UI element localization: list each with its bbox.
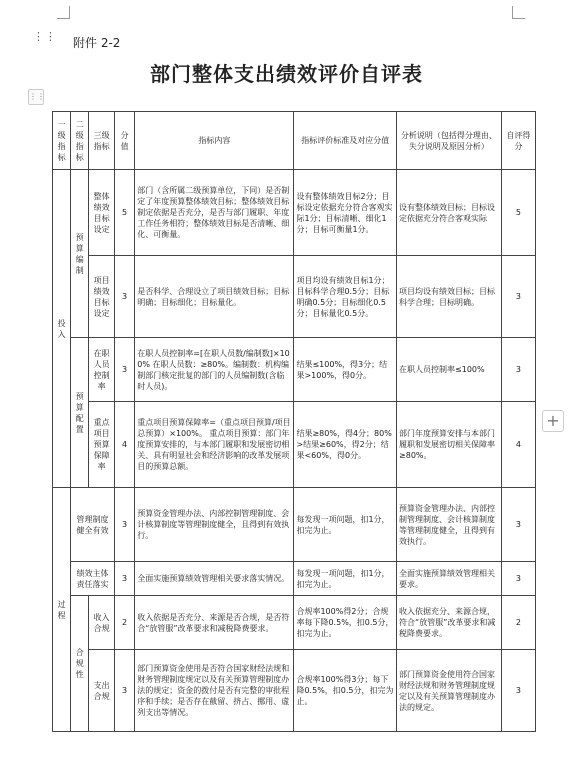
header-self-score: 自评得分 xyxy=(501,112,535,170)
attachment-label: 附件 2-2 xyxy=(73,36,121,50)
self-score-cell: 4 xyxy=(501,402,535,488)
content-cell: 是否科学、合理设立了项目绩效目标；目标明确；目标细化；目标量化。 xyxy=(135,256,294,338)
document-title: 部门整体支出绩效评价自评表 xyxy=(150,62,423,86)
level3-cell: 项目绩效目标设定 xyxy=(89,256,115,338)
self-score-cell: 2 xyxy=(501,596,535,650)
table-row xyxy=(53,488,536,562)
criteria-cell: 项目均设有绩效目标1分；目标科学合理0.5分；目标明确0.5分；目标细化0.5分；目标量化0.5分。 xyxy=(294,256,397,338)
drag-handle-icon[interactable]: ⋮⋮ xyxy=(33,30,57,43)
group-process: 过程 xyxy=(53,488,71,732)
level2-cell: 管理制度健全有效 xyxy=(71,488,115,562)
table-header-row xyxy=(53,112,536,170)
group-budget-allocation: 预算配置 xyxy=(71,338,89,488)
self-score-cell: 3 xyxy=(501,562,535,596)
group-compliance: 合规性 xyxy=(71,596,89,732)
criteria-cell: 每发现一项问题，扣1分，扣完为止。 xyxy=(294,562,397,596)
content-cell: 在职人员控制率=[在职人员数/编制数]×100% 在职人员数：≥80%。编制数：机构编制部门核定批复的部门的人员编制数(含临时人员)。 xyxy=(135,338,294,402)
score-cell: 3 xyxy=(114,650,134,732)
criteria-cell: 结果≥80%，得4分；80%>结果≥60%，得2分；结果<60%，得0分。 xyxy=(294,402,397,488)
table-row xyxy=(53,170,536,256)
explanation-cell: 预算资金管理办法、内部控制管理制度、会计核算制度等管理制度健全，且得到有效执行。 xyxy=(397,488,502,562)
table-row xyxy=(53,338,536,402)
score-cell: 4 xyxy=(114,402,134,488)
score-cell: 5 xyxy=(114,170,134,256)
level3-cell: 在职人员控制率 xyxy=(89,338,115,402)
explanation-cell: 项目均设有绩效目标；目标科学合理；目标明确。 xyxy=(397,256,502,338)
explanation-cell: 部门年度预算安排与本部门履职和发展密切相关保障率≥80%。 xyxy=(397,402,502,488)
content-cell: 部门（含所属二级预算单位，下同）是否制定了年度预算整体绩效目标；整体绩效目标制定依据是否充分，是否与部门履职、年度工作任务相符；整体绩效目标是否清晰、细化、可衡量。 xyxy=(135,170,294,256)
plus-icon[interactable]: + xyxy=(542,410,564,432)
explanation-cell: 全面实施预算绩效管理相关要求。 xyxy=(397,562,502,596)
table-row xyxy=(53,650,536,732)
table-move-icon[interactable]: ⋮⋮ xyxy=(28,89,44,105)
level3-cell: 重点项目预算保障率 xyxy=(89,402,115,488)
content-cell: 预算资金管理办法、内部控制管理制度、会计核算制度等管理制度健全，且得到有效执行。 xyxy=(135,488,294,562)
margin-corner-top-right xyxy=(512,6,525,19)
criteria-cell: 结果≤100%，得3分；结果>100%，得0分。 xyxy=(294,338,397,402)
explanation-cell: 在职人员控制率≤100% xyxy=(397,338,502,402)
header-explanation: 分析说明（包括得分理由、失分说明及原因分析） xyxy=(397,112,502,170)
score-cell: 3 xyxy=(114,256,134,338)
level3-cell: 整体绩效目标设定 xyxy=(89,170,115,256)
explanation-cell: 部门预算资金使用符合国家财经法规和财务管理制度规定以及有关预算管理制度办法的规定。 xyxy=(397,650,502,732)
criteria-cell: 设有整体绩效目标2分；目标设定依据充分符合客观实际1分；目标清晰、细化1分；目标可衡量1分。 xyxy=(294,170,397,256)
score-cell: 2 xyxy=(114,596,134,650)
content-cell: 部门预算资金使用是否符合国家财经法规和财务管理制度规定以及有关预算管理制度办法的规定；资金的拨付是否有完整的审批程序和手续；是否存在截留、挤占、挪用、虚列支出等情况。 xyxy=(135,650,294,732)
criteria-cell: 合规率100%得2分；合规率每下降0.5%，扣0.5分，扣完为止。 xyxy=(294,596,397,650)
score-cell: 3 xyxy=(114,488,134,562)
self-score-cell: 3 xyxy=(501,650,535,732)
content-cell: 收入依据是否充分、来源是否合规，是否符合“放管服”改革要求和减税降费要求。 xyxy=(135,596,294,650)
content-cell: 全面实施预算绩效管理相关要求落实情况。 xyxy=(135,562,294,596)
content-cell: 重点项目预算保障率=（重点项目预算/项目总预算）×100%。 重点项目预算：部门年度预算安排的，与本部门履职和发展密切相关、具有明显社会和经济影响的改革发展项目的预算总额。 xyxy=(135,402,294,488)
header-score: 分值 xyxy=(114,112,134,170)
level3-cell: 收入合规 xyxy=(89,596,115,650)
group-input: 投入 xyxy=(53,170,71,488)
header-content: 指标内容 xyxy=(135,112,294,170)
criteria-cell: 合规率100%得3分；每下降0.5%，扣0.5分，扣完为止。 xyxy=(294,650,397,732)
score-cell: 3 xyxy=(114,562,134,596)
explanation-cell: 设有整体绩效目标；目标设定依据充分符合客观实际 xyxy=(397,170,502,256)
score-cell: 3 xyxy=(114,338,134,402)
explanation-cell: 收入依据充分、来源合规，符合“放管服”改革要求和减税降费要求。 xyxy=(397,596,502,650)
level3-cell: 支出合规 xyxy=(89,650,115,732)
evaluation-table xyxy=(52,111,536,732)
self-score-cell: 3 xyxy=(501,338,535,402)
table-row xyxy=(53,256,536,338)
table-row xyxy=(53,596,536,650)
group-budget-making: 预算编制 xyxy=(71,170,89,338)
header-level3: 三级指标 xyxy=(89,112,115,170)
table-row xyxy=(53,402,536,488)
self-score-cell: 3 xyxy=(501,488,535,562)
header-criteria: 指标评价标准及对应分值 xyxy=(294,112,397,170)
header-level1: 一级指标 xyxy=(53,112,71,170)
table-row xyxy=(53,562,536,596)
header-level2: 二级指标 xyxy=(71,112,89,170)
self-score-cell: 5 xyxy=(501,170,535,256)
self-score-cell: 3 xyxy=(501,256,535,338)
level2-cell: 绩效主体责任落实 xyxy=(71,562,115,596)
margin-corner-top-left xyxy=(57,6,70,19)
criteria-cell: 每发现一项问题，扣1分，扣完为止。 xyxy=(294,488,397,562)
